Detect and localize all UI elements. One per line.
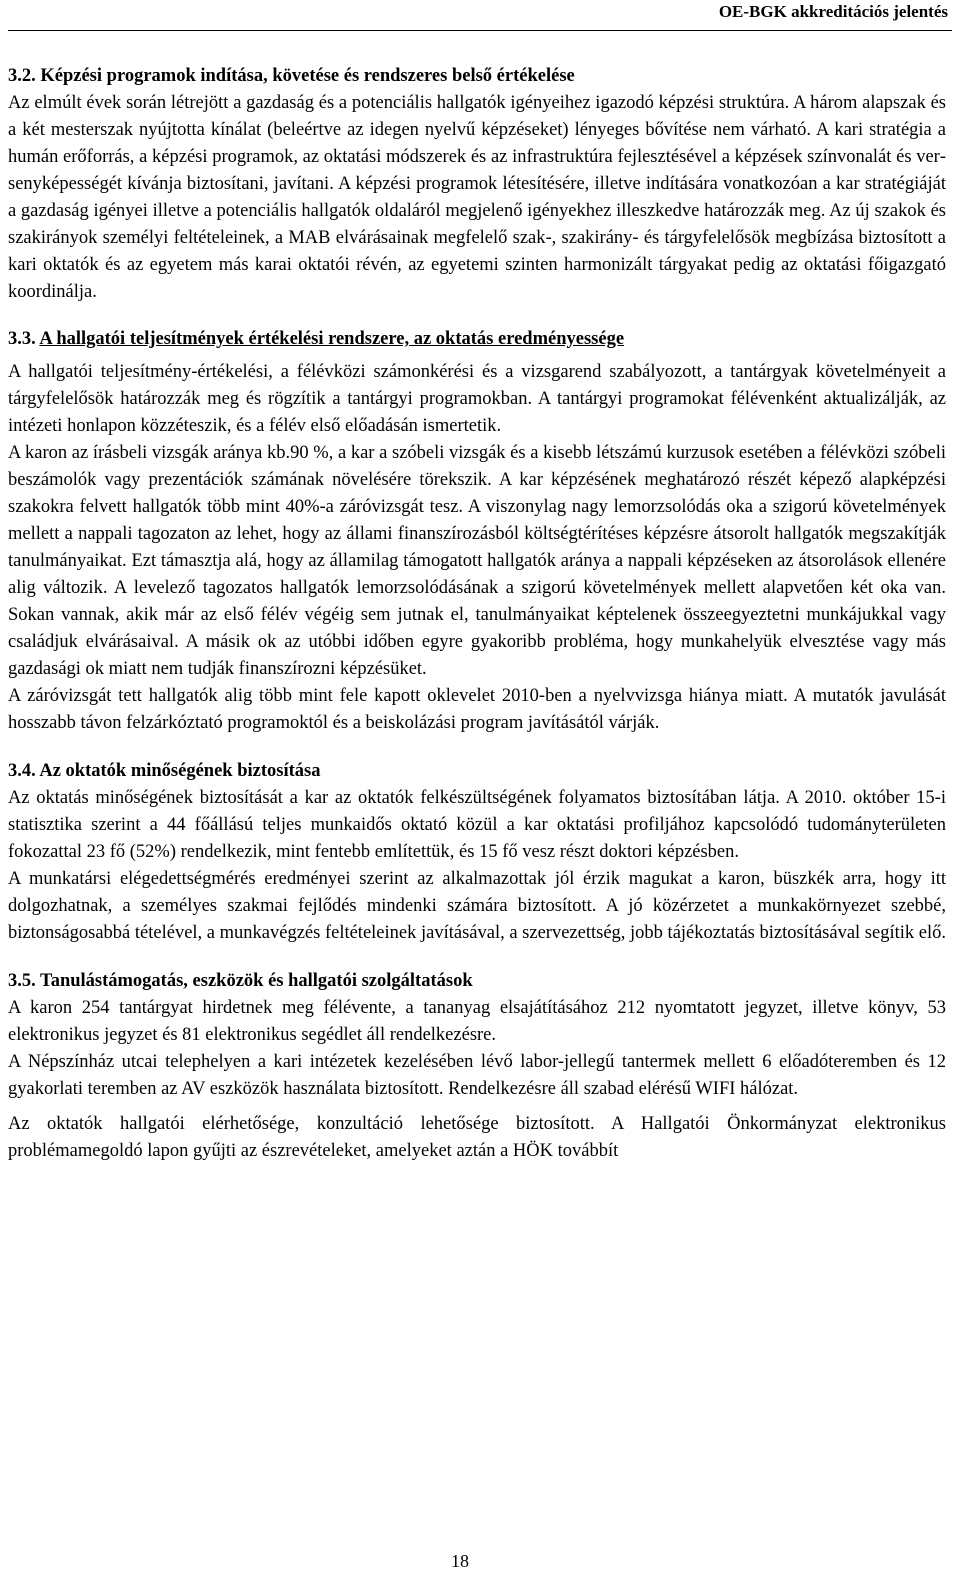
- paragraph: A karon 254 tantárgyat hirdetnek meg félévente, a tananyag elsajátításához 212 nyomtatott jegyzet, illetve könyv, 53 elektronikus jegyzet és 81 elektronikus segédlet áll rendelkezésre.: [8, 998, 946, 1045]
- document-body: [8, 62, 946, 1165]
- paragraph: A Népszínház utcai telephelyen a kari intézetek kezelésében lévő labor-jellegű tantermek mellett 6 előadóteremben és 12 gyakorlati teremben az AV eszközök használata biztosított. Rendelkezésre áll szabad elérésű WIFI hálózat.: [8, 1052, 946, 1099]
- running-header: OE-BGK akkreditációs jelentés: [718, 2, 948, 21]
- paragraph: Az oktatók hallgatói elérhetősége, konzultáció lehetősége biztosított. A Hallgatói Önkormányzat elektronikus problémamegoldó lapon gyűjti az észrevételeket, amelyeket aztán a HÖK továbbít: [8, 1114, 946, 1161]
- page-number: 18: [451, 1551, 469, 1571]
- section-3-3: [8, 325, 946, 737]
- section-title: A hallgatói teljesítmények értékelési rendszere, az oktatás eredményessége: [39, 329, 625, 349]
- section-heading: [8, 62, 946, 90]
- paragraph: Az oktatás minőségének biztosítását a kar az oktatók felkészültségének folyamatos biztosítában látja. A 2010. október 15-i statisztika szerint a 44 főállású teljes munkaidős oktató közül a kar oktatási profiljához kapcsolódó tudományterületen fokozattal 23 fő (52%) rendelkezik, mint fentebb említettük, és 15 fő vesz részt doktori képzésben.: [8, 788, 946, 862]
- section-3-4: [8, 757, 946, 947]
- header-rule: [8, 30, 952, 31]
- section-title: Képzési programok indítása, követése és rendszeres belső értékelése: [40, 66, 575, 86]
- paragraph: A karon az írásbeli vizsgák aránya kb.90 %, a kar a szóbeli vizsgák és a kisebb létszámú kurzusok esetében a félévközi szóbeli beszámolók vagy prezentációk számának növelésére törekszik. A kar képzésének meghatározó részét képező alapképzési szakokra felvett hallgatók több mint 40%-a záróvizsgát tesz. A viszonylag nagy lemorzsolódás oka a szigorú követelmények mellett a nappali tagozaton az lehet, hogy az állami finanszírozásból költségtérítéses képzésre átsorolt hallgatók megszakítják tanulmányaikat. Ezt támasztja alá, hogy az államilag támogatott hallgatók aránya a nappali képzéseken az átsorolások ellenére alig változik. A levelező tagozatos hallgatók lemorzsolódásának a szigorú követelmények mellett alapvetően két oka van. Sokan vannak, akik már az első félév végéig sem jutnak el, tanulmányaikat képtelenek összeegyeztetni munkájukkal vagy családjuk elvárásaival. A másik ok az utóbbi időben egyre gyakoribb probléma, hogy munkahelyük elvesztése vagy más gazdasági ok miatt nem tudják finanszírozni képzésüket.: [8, 443, 946, 679]
- section-title: Tanulástámogatás, eszközök és hallgatói szolgáltatások: [40, 971, 473, 991]
- section-number: 3.4.: [8, 761, 36, 781]
- section-heading: [8, 967, 946, 995]
- paragraph: A munkatársi elégedettségmérés eredményei szerint az alkalmazottak jól érzik magukat a karon, büszkék arra, hogy itt dolgozhatnak, a személyes szakmai fejlődés mindenki számára biztosított. A jó közérzetet a munkakörnyezet szebbé, biztonságosabbá tételével, a munkavégzés feltételeinek javításával, a szervezettség, jobb tájékoztatás biztosításával segítik elő.: [8, 869, 946, 943]
- section-3-5: [8, 967, 946, 1165]
- section-number: 3.3.: [8, 329, 36, 349]
- paragraph: Az elmúlt évek során létrejött a gazdaság és a potenciális hallgatók igényeihez igazodó képzési struktúra. A három alapszak és a két mesterszak nyújtotta kínálat (beleértve az idegen nyelvű képzéseket) lényeges bővítése nem várható. A kari stratégia a humán erőforrás, a képzési programok, az oktatási módszerek és az infrastruktúra fejlesztésével a képzések színvonalát és versenyképességét kívánja biztosítani, javítani. A képzési programok létesítésére, illetve indítására vonatkozóan a kar stratégiáját a gazdaság igényei illetve a potenciális hallgatók oldaláról megjelenő igényekhez illeszkedve határozzák meg. Az új szakok és szakirányok személyi feltételeinek, a MAB elvárásainak megfelelő szak-, szakirány- és tárgyfelelősök megbízása biztosított a kari oktatók és az egyetem más karai oktatói révén, az egyetemi szinten harmonizált tárgyakat pedig az oktatási főigazgató koordinálja.: [8, 93, 946, 302]
- section-number: 3.2.: [8, 66, 36, 86]
- section-title: Az oktatók minőségének biztosítása: [39, 761, 321, 781]
- section-number: 3.5.: [8, 971, 36, 991]
- section-3-2: [8, 62, 946, 306]
- section-heading: [8, 325, 946, 353]
- paragraph: A hallgatói teljesítmény-értékelési, a félévközi számonkérési és a vizsgarend szabályozott, a tantárgyak követelményeit a tárgyfelelősök határozzák meg és rögzítik a tantárgyi programokban. A tantárgyi programokat félévenként aktualizálják, az intézeti honlapon közzéteszik, és a félév első előadásán ismertetik.: [8, 362, 946, 436]
- paragraph: A záróvizsgát tett hallgatók alig több mint fele kapott oklevelet 2010-ben a nyelvvizsga hiánya miatt. A mutatók javulását hosszabb távon felzárkóztató programoktól és a beiskolázási program javításától várják.: [8, 686, 946, 733]
- section-heading: [8, 757, 946, 785]
